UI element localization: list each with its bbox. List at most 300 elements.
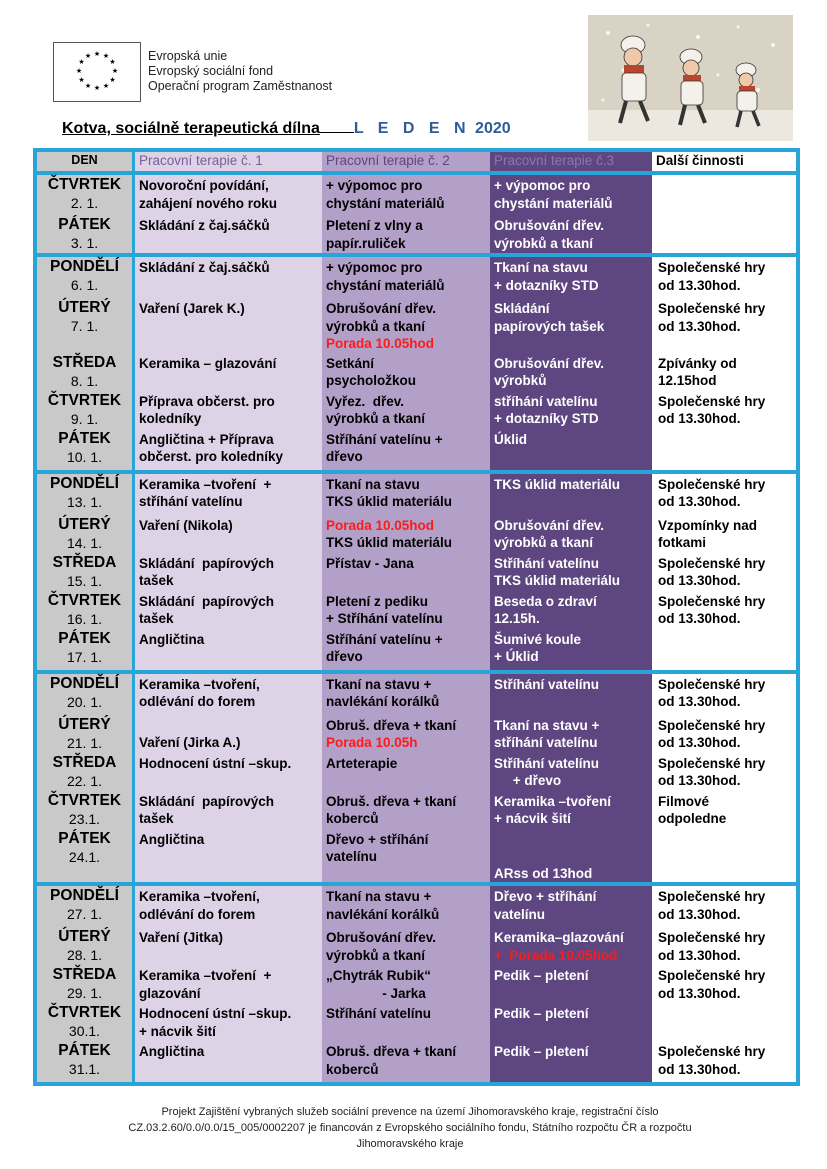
cell-line: koberců bbox=[326, 1061, 379, 1077]
cell-line: psycholožkou bbox=[326, 373, 417, 388]
cell-line: Přístav - Jana bbox=[326, 555, 414, 571]
day-cell bbox=[37, 391, 135, 429]
day-cell bbox=[37, 629, 135, 670]
day-name: ÚTERÝ bbox=[58, 928, 111, 945]
cell-therapy-2 bbox=[322, 253, 490, 298]
cell-line: Společenské hry bbox=[658, 968, 766, 983]
cell-other bbox=[652, 215, 796, 253]
cell-line: Obrušování dřev. bbox=[326, 930, 437, 945]
cell-therapy-2 bbox=[322, 927, 490, 965]
cell-therapy-3 bbox=[490, 1041, 652, 1082]
cell-other bbox=[652, 753, 796, 791]
cell-therapy-3 bbox=[490, 965, 652, 1003]
cell-line: Tkaní na stavu + bbox=[326, 889, 432, 904]
cell-line: Společenské hry bbox=[658, 393, 766, 409]
cell-line: Stříhání vatelínu bbox=[326, 1006, 432, 1021]
cell-line: + dotazníky STD bbox=[494, 277, 599, 293]
cell-line: Keramika –tvoření, bbox=[139, 889, 260, 904]
cell-therapy-1 bbox=[135, 791, 322, 829]
cell-therapy-1 bbox=[135, 670, 322, 715]
cell-line: Skládání z čaj.sáčků bbox=[139, 260, 270, 275]
table-row bbox=[37, 753, 796, 791]
day-date: 23.1. bbox=[68, 810, 101, 827]
day-name: ČTVRTEK bbox=[47, 591, 122, 609]
cell-line: od 13.30hod. bbox=[658, 573, 741, 588]
title-year: 2020 bbox=[475, 120, 511, 137]
cell-other bbox=[652, 298, 796, 353]
cell-line: výrobků a tkaní bbox=[494, 235, 594, 251]
day-cell bbox=[37, 753, 135, 791]
table-row bbox=[37, 353, 796, 391]
table-row bbox=[37, 215, 796, 253]
cell-line: občerst. pro koledníky bbox=[139, 449, 284, 464]
cell-line: Keramika –tvoření + bbox=[139, 968, 272, 983]
cell-line: od 13.30hod. bbox=[658, 277, 741, 293]
cell-line: Stříhání vatelínu bbox=[494, 755, 600, 771]
cell-line: papír.ruliček bbox=[326, 235, 406, 251]
day-date: 17. 1. bbox=[66, 648, 103, 665]
cell-therapy-2 bbox=[322, 715, 490, 753]
cell-therapy-1 bbox=[135, 253, 322, 298]
cell-other bbox=[652, 253, 796, 298]
day-cell bbox=[37, 882, 135, 927]
header-row bbox=[37, 152, 796, 175]
cell-therapy-2 bbox=[322, 429, 490, 470]
cell-other bbox=[652, 670, 796, 715]
cell-line: od 13.30hod. bbox=[658, 947, 741, 963]
cell-line: Obrušování dřev. bbox=[494, 355, 605, 371]
schedule-body bbox=[37, 175, 796, 1082]
cell-line: výrobků a tkaní bbox=[326, 947, 426, 963]
cell-line: vatelínu bbox=[326, 849, 378, 864]
cell-therapy-3 bbox=[490, 175, 652, 215]
cell-line: Tkaní na stavu + bbox=[494, 717, 600, 733]
cell-line: koledníky bbox=[139, 411, 202, 426]
cell-other bbox=[652, 391, 796, 429]
cell-line: zahájení nového roku bbox=[139, 195, 278, 211]
cell-therapy-2 bbox=[322, 391, 490, 429]
cell-other bbox=[652, 515, 796, 553]
day-name: PÁTEK bbox=[58, 1042, 111, 1059]
day-name: STŘEDA bbox=[52, 553, 117, 571]
day-name: PONDĚLÍ bbox=[50, 674, 119, 692]
day-cell bbox=[37, 175, 135, 215]
table-row bbox=[37, 965, 796, 1003]
day-date: 24.1. bbox=[68, 848, 101, 865]
cell-line: Obrušování dřev. bbox=[494, 218, 605, 233]
cell-other bbox=[652, 715, 796, 753]
day-name: ČTVRTEK bbox=[47, 176, 122, 193]
eu-text-block bbox=[148, 49, 332, 94]
day-cell bbox=[37, 253, 135, 298]
cell-other bbox=[652, 470, 796, 515]
cell-line: Vyřez. dřev. bbox=[326, 393, 405, 409]
cell-line: chystání materiálů bbox=[326, 195, 445, 211]
cell-therapy-2 bbox=[322, 670, 490, 715]
cell-line bbox=[139, 717, 319, 734]
cell-line: Tkaní na stavu bbox=[494, 260, 588, 275]
cell-line: Pedik – pletení bbox=[494, 1044, 589, 1059]
cell-therapy-1 bbox=[135, 391, 322, 429]
cell-line: Vaření (Jarek K.) bbox=[139, 301, 245, 316]
cell-line: Porada 10.05hod bbox=[326, 336, 435, 351]
cell-therapy-2 bbox=[322, 298, 490, 353]
svg-text:★: ★ bbox=[84, 53, 92, 60]
cell-line: ARss od 13hod bbox=[494, 865, 593, 881]
table-row bbox=[37, 1041, 796, 1082]
cell-other bbox=[652, 353, 796, 391]
cell-line: Společenské hry bbox=[658, 555, 766, 571]
cell-line: Tkaní na stavu + bbox=[326, 676, 432, 692]
cell-other bbox=[652, 429, 796, 470]
cell-therapy-3 bbox=[490, 1003, 652, 1041]
cell-line: od 13.30hod. bbox=[658, 611, 741, 626]
cell-therapy-1 bbox=[135, 715, 322, 753]
day-date: 14. 1. bbox=[66, 534, 103, 551]
cell-line: Hodnocení ústní –skup. bbox=[139, 755, 292, 771]
day-date: 22. 1. bbox=[66, 772, 103, 789]
cell-line: Společenské hry bbox=[658, 717, 766, 733]
day-date: 31.1. bbox=[68, 1061, 101, 1077]
cell-therapy-3 bbox=[490, 753, 652, 791]
day-cell bbox=[37, 965, 135, 1003]
cell-therapy-1 bbox=[135, 1041, 322, 1082]
cell-line: Keramika–glazování bbox=[494, 930, 624, 945]
cell-therapy-2 bbox=[322, 353, 490, 391]
cell-therapy-2 bbox=[322, 215, 490, 253]
day-date: 29. 1. bbox=[66, 985, 103, 1001]
cell-therapy-2 bbox=[322, 1041, 490, 1082]
cell-therapy-3 bbox=[490, 927, 652, 965]
day-name: ČTVRTEK bbox=[47, 391, 122, 409]
cell-line: výrobků bbox=[494, 373, 547, 388]
cell-line: Keramika –tvoření, bbox=[139, 676, 260, 692]
cell-therapy-3 bbox=[490, 298, 652, 353]
cell-line: navlékání korálků bbox=[326, 694, 440, 709]
table-row bbox=[37, 298, 796, 353]
cell-line: Společenské hry bbox=[658, 1044, 766, 1059]
cell-therapy-1 bbox=[135, 470, 322, 515]
schedule-table-frame bbox=[33, 148, 800, 1086]
cell-line: Pletení z pediku bbox=[326, 593, 429, 609]
cell-line: Společenské hry bbox=[658, 930, 766, 945]
day-cell bbox=[37, 591, 135, 629]
day-cell bbox=[37, 470, 135, 515]
table-row bbox=[37, 391, 796, 429]
cell-therapy-1 bbox=[135, 515, 322, 553]
cell-line: TKS úklid materiálu bbox=[494, 573, 621, 588]
cell-line: odlévání do forem bbox=[139, 694, 256, 709]
cell-line: + Porada 10.05hod bbox=[494, 947, 618, 963]
day-cell bbox=[37, 553, 135, 591]
cell-line: koberců bbox=[326, 811, 379, 826]
cell-line: od 13.30hod. bbox=[658, 773, 741, 788]
cell-line: navlékání korálků bbox=[326, 906, 440, 922]
cell-line: odlévání do forem bbox=[139, 906, 256, 922]
cell-therapy-2 bbox=[322, 175, 490, 215]
cell-line: TKS úklid materiálu bbox=[326, 494, 453, 509]
cell-line: od 13.30hod. bbox=[658, 694, 741, 709]
cell-line: Arteterapie bbox=[326, 755, 398, 771]
cell-line: + nácvik šití bbox=[139, 1023, 216, 1039]
schedule-table bbox=[37, 152, 796, 1082]
cell-therapy-1 bbox=[135, 429, 322, 470]
day-name: ÚTERÝ bbox=[58, 515, 111, 533]
day-date: 30.1. bbox=[68, 1023, 101, 1039]
cell-line: Stříhání vatelínu bbox=[494, 676, 600, 692]
cell-line: od 13.30hod. bbox=[658, 494, 741, 509]
day-date: 2. 1. bbox=[70, 195, 99, 211]
cell-line: Úklid bbox=[494, 431, 528, 447]
cell-line: Tkaní na stavu bbox=[326, 476, 420, 492]
day-cell bbox=[37, 715, 135, 753]
cell-line: Obrušování dřev. bbox=[494, 517, 605, 533]
cell-therapy-2 bbox=[322, 791, 490, 829]
day-cell bbox=[37, 670, 135, 715]
day-date: 3. 1. bbox=[70, 235, 99, 251]
cell-therapy-1 bbox=[135, 215, 322, 253]
cell-line: tašek bbox=[139, 811, 174, 826]
day-cell bbox=[37, 1003, 135, 1041]
cell-line: TKS úklid materiálu bbox=[326, 535, 453, 550]
cell-line: stříhání vatelínu bbox=[494, 735, 598, 750]
cell-line: Angličtina bbox=[139, 831, 205, 847]
cell-line: od 13.30hod. bbox=[658, 411, 741, 426]
day-date: 16. 1. bbox=[66, 610, 103, 627]
cell-line: chystání materiálů bbox=[494, 195, 613, 211]
cell-line: Společenské hry bbox=[658, 889, 766, 904]
cell-line: Dřevo + stříhání bbox=[326, 831, 429, 847]
cell-line: + Úklid bbox=[494, 649, 539, 664]
cell-other bbox=[652, 175, 796, 215]
day-name: STŘEDA bbox=[52, 966, 117, 983]
cell-other bbox=[652, 553, 796, 591]
winter-children-illustration bbox=[588, 15, 793, 141]
day-date: 13. 1. bbox=[66, 493, 103, 510]
cell-therapy-3 bbox=[490, 715, 652, 753]
cell-line: Beseda o zdraví bbox=[494, 593, 597, 609]
day-date: 7. 1. bbox=[70, 318, 99, 334]
table-row bbox=[37, 829, 796, 883]
day-date: 20. 1. bbox=[66, 693, 103, 710]
cell-other bbox=[652, 629, 796, 670]
cell-line: Setkání bbox=[326, 355, 375, 371]
cell-line bbox=[494, 848, 649, 865]
day-cell bbox=[37, 927, 135, 965]
day-name: PÁTEK bbox=[58, 629, 111, 647]
cell-therapy-3 bbox=[490, 553, 652, 591]
cell-other bbox=[652, 829, 796, 883]
cell-therapy-3 bbox=[490, 670, 652, 715]
cell-other bbox=[652, 591, 796, 629]
cell-line: výrobků a tkaní bbox=[326, 411, 426, 426]
cell-therapy-1 bbox=[135, 965, 322, 1003]
cell-line: Keramika –tvoření bbox=[494, 793, 612, 809]
cell-line: výrobků a tkaní bbox=[494, 535, 594, 550]
table-row bbox=[37, 927, 796, 965]
day-name: ČTVRTEK bbox=[47, 1004, 122, 1021]
col-header-day: DEN bbox=[37, 152, 135, 175]
cell-line: Keramika – glazování bbox=[139, 355, 277, 371]
cell-other bbox=[652, 965, 796, 1003]
cell-line: Angličtina bbox=[139, 1044, 205, 1059]
svg-text:★: ★ bbox=[109, 77, 116, 84]
cell-therapy-3 bbox=[490, 391, 652, 429]
day-cell bbox=[37, 829, 135, 883]
cell-therapy-1 bbox=[135, 829, 322, 883]
cell-therapy-3 bbox=[490, 882, 652, 927]
cell-line: Pedik – pletení bbox=[494, 968, 589, 983]
cell-line: papírových tašek bbox=[494, 318, 605, 334]
day-date: 15. 1. bbox=[66, 572, 103, 589]
cell-line: Společenské hry bbox=[658, 260, 766, 275]
cell-therapy-3 bbox=[490, 791, 652, 829]
cell-line: + dotazníky STD bbox=[494, 411, 599, 426]
title-month: L E D E N bbox=[353, 120, 471, 137]
eu-stars-icon bbox=[54, 43, 140, 101]
day-name: PÁTEK bbox=[58, 829, 111, 847]
cell-therapy-1 bbox=[135, 175, 322, 215]
cell-line: Stříhání vatelínu + bbox=[326, 431, 443, 447]
cell-other bbox=[652, 927, 796, 965]
day-name: PÁTEK bbox=[58, 216, 111, 233]
cell-line: Skládání bbox=[494, 301, 550, 316]
cell-line: od 13.30hod. bbox=[658, 1061, 741, 1077]
cell-therapy-3 bbox=[490, 215, 652, 253]
cell-line: Stříhání vatelínu + bbox=[326, 631, 443, 647]
table-row bbox=[37, 253, 796, 298]
cell-line: Pedik – pletení bbox=[494, 1006, 589, 1021]
cell-line: od 13.30hod. bbox=[658, 985, 741, 1001]
cell-line: chystání materiálů bbox=[326, 277, 445, 293]
cell-therapy-1 bbox=[135, 927, 322, 965]
day-date: 9. 1. bbox=[70, 410, 99, 427]
cell-line: glazování bbox=[139, 985, 201, 1001]
cell-therapy-1 bbox=[135, 1003, 322, 1041]
svg-text:★: ★ bbox=[84, 83, 92, 90]
day-date: 6. 1. bbox=[70, 277, 99, 293]
day-date: 28. 1. bbox=[66, 947, 103, 963]
table-row bbox=[37, 175, 796, 215]
cell-therapy-2 bbox=[322, 829, 490, 883]
cell-line: Skládání papírových bbox=[139, 593, 275, 609]
cell-line: Skládání papírových bbox=[139, 793, 275, 809]
cell-therapy-2 bbox=[322, 753, 490, 791]
cell-line: - Jarka bbox=[326, 985, 426, 1001]
cell-line: stříhání vatelínu bbox=[494, 393, 598, 409]
day-date: 8. 1. bbox=[70, 372, 99, 389]
page-title bbox=[62, 120, 511, 138]
eu-line: Evropský sociální fond bbox=[148, 64, 274, 78]
day-name: STŘEDA bbox=[52, 353, 117, 371]
day-cell bbox=[37, 298, 135, 353]
cell-therapy-1 bbox=[135, 882, 322, 927]
day-date: 21. 1. bbox=[66, 734, 103, 751]
title-underline-gap bbox=[320, 120, 354, 133]
table-row bbox=[37, 591, 796, 629]
cell-line: Angličtina + Příprava bbox=[139, 431, 274, 447]
cell-line: Dřevo + stříhání bbox=[494, 889, 597, 904]
cell-line: Vzpomínky nad bbox=[658, 517, 758, 533]
cell-therapy-1 bbox=[135, 353, 322, 391]
cell-line: stříhání vatelínu bbox=[139, 494, 243, 509]
cell-line: 12.15h. bbox=[494, 611, 540, 626]
cell-line: Angličtina bbox=[139, 631, 205, 647]
cell-line: Příprava občerst. pro bbox=[139, 393, 275, 409]
cell-line: Keramika –tvoření + bbox=[139, 476, 272, 492]
cell-line: Skládání papírových bbox=[139, 555, 275, 571]
cell-line: Stříhání vatelínu bbox=[494, 555, 600, 571]
col-header-therapy-2: Pracovní terapie č. 2 bbox=[322, 152, 490, 175]
cell-line: fotkami bbox=[658, 535, 707, 550]
cell-therapy-3 bbox=[490, 253, 652, 298]
svg-text:★: ★ bbox=[102, 83, 110, 90]
cell-line: Hodnocení ústní –skup. bbox=[139, 1006, 292, 1021]
cell-line: Vaření (Nikola) bbox=[139, 517, 233, 533]
cell-line: Vaření (Jirka A.) bbox=[139, 734, 241, 750]
cell-therapy-1 bbox=[135, 753, 322, 791]
eu-line: Evropská unie bbox=[148, 49, 228, 63]
cell-therapy-2 bbox=[322, 515, 490, 553]
day-name: ČTVRTEK bbox=[47, 791, 122, 809]
col-header-therapy-3: Pracovní terapie č.3 bbox=[490, 152, 652, 175]
table-row bbox=[37, 429, 796, 470]
day-cell bbox=[37, 791, 135, 829]
cell-therapy-3 bbox=[490, 515, 652, 553]
cell-line: „Chytrák Rubik“ bbox=[326, 968, 432, 983]
col-header-therapy-1: Pracovní terapie č. 1 bbox=[135, 152, 322, 175]
cell-therapy-1 bbox=[135, 629, 322, 670]
cell-line: Filmové bbox=[658, 793, 710, 809]
cell-therapy-2 bbox=[322, 965, 490, 1003]
day-date: 27. 1. bbox=[66, 906, 103, 922]
day-cell bbox=[37, 515, 135, 553]
cell-line: Obrušování dřev. bbox=[326, 301, 437, 316]
cell-other bbox=[652, 791, 796, 829]
cell-therapy-2 bbox=[322, 553, 490, 591]
cell-line: Novoroční povídání, bbox=[139, 178, 269, 193]
footer-note: Projekt Zajištění vybraných služeb sociální prevence na území Jihomoravského kraje, registrační číslo CZ.03.2.60/0.0/0.0/15_005/0002207 je financován z Evropského sociálního fondu, Státního rozpočtu ČR a rozpočtu Jihomoravského kraje bbox=[128, 1106, 692, 1150]
eu-flag-logo bbox=[53, 42, 141, 102]
svg-text:★: ★ bbox=[93, 51, 101, 58]
svg-text:★: ★ bbox=[93, 85, 101, 92]
cell-line: od 13.30hod. bbox=[658, 735, 741, 750]
day-name: PONDĚLÍ bbox=[50, 887, 119, 904]
day-cell bbox=[37, 1041, 135, 1082]
cell-line bbox=[494, 831, 649, 848]
svg-text:★: ★ bbox=[102, 53, 110, 60]
cell-line: Společenské hry bbox=[658, 476, 766, 492]
cell-therapy-3 bbox=[490, 353, 652, 391]
eu-line: Operační program Zaměstnanost bbox=[148, 79, 333, 93]
cell-line: + výpomoc pro bbox=[326, 260, 423, 275]
svg-text:★: ★ bbox=[78, 59, 85, 66]
cell-therapy-3 bbox=[490, 470, 652, 515]
cell-line: Šumivé koule bbox=[494, 631, 582, 647]
cell-line: Společenské hry bbox=[658, 593, 766, 609]
table-row bbox=[37, 715, 796, 753]
day-name: STŘEDA bbox=[52, 753, 117, 771]
cell-line: odpoledne bbox=[658, 811, 727, 826]
day-name: PONDĚLÍ bbox=[50, 474, 119, 492]
cell-line: Zpívánky od bbox=[658, 355, 737, 371]
cell-line: Vaření (Jitka) bbox=[139, 930, 224, 945]
cell-line: dřevo bbox=[326, 649, 363, 664]
cell-other bbox=[652, 1041, 796, 1082]
cell-line: tašek bbox=[139, 611, 174, 626]
cell-therapy-2 bbox=[322, 470, 490, 515]
cell-therapy-3 bbox=[490, 829, 652, 883]
